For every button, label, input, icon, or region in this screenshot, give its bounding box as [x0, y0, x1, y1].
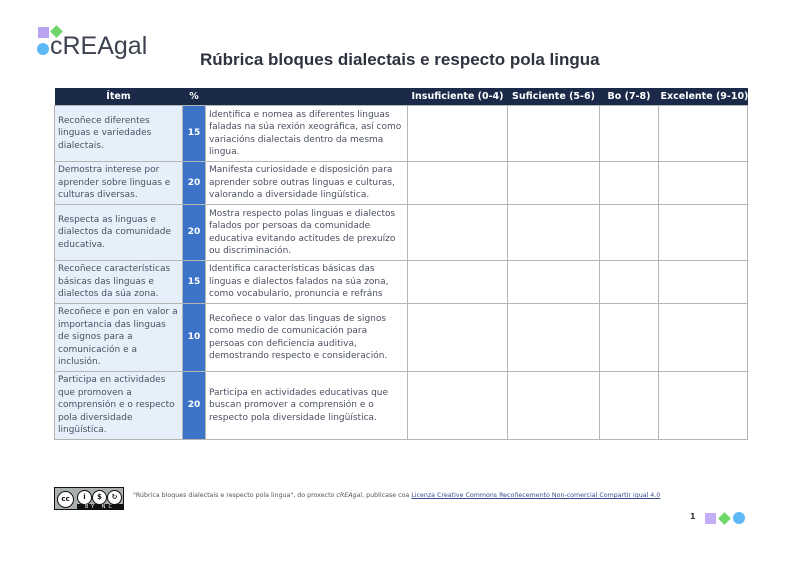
item-cell: Recoñece características básicas das linguas e dialectos da súa zona.	[55, 261, 183, 304]
table-row	[55, 304, 748, 372]
page-title: Rúbrica bloques dialectais e respecto pola lingua	[200, 50, 600, 69]
score-cell-excelente[interactable]	[659, 205, 748, 261]
score-cell-bo[interactable]	[600, 205, 659, 261]
score-cell-bo[interactable]	[600, 261, 659, 304]
table-row	[55, 261, 748, 304]
col-header-suficiente: Suficiente (5-6)	[508, 88, 600, 106]
score-cell-excelente[interactable]	[659, 162, 748, 205]
score-cell-insuficiente[interactable]	[408, 372, 508, 440]
logo-square-icon	[38, 27, 49, 38]
score-cell-bo[interactable]	[600, 304, 659, 372]
license-notice: "Rúbrica bloques dialectais e respecto pola lingua", do proxecto cREAgal, publícase coa Licenza Creative Commons Recoñecemento Non-comercial Compartir igual 4.0	[133, 492, 661, 499]
description-cell: Participa en actividades educativas que buscan promover a comprensión e o respecto pola diversidade lingüística.	[206, 372, 408, 440]
percent-cell: 20	[183, 372, 206, 440]
table-row	[55, 372, 748, 440]
score-cell-suficiente[interactable]	[508, 372, 600, 440]
score-cell-insuficiente[interactable]	[408, 106, 508, 162]
table-row	[55, 205, 748, 261]
percent-cell: 20	[183, 162, 206, 205]
description-cell: Manifesta curiosidade e disposición para aprender sobre outras linguas e culturas, valorando a diversidade lingüística.	[206, 162, 408, 205]
nc-icon: $	[92, 490, 107, 505]
item-cell: Participa en actividades que promoven a comprensión e o respecto pola diversidade lingüística.	[55, 372, 183, 440]
col-header-percent: %	[183, 88, 206, 106]
score-cell-suficiente[interactable]	[508, 205, 600, 261]
creative-commons-badge	[54, 487, 124, 516]
col-header-item: Ítem	[55, 88, 183, 106]
score-cell-bo[interactable]	[600, 106, 659, 162]
score-cell-excelente[interactable]	[659, 261, 748, 304]
rubric-table	[54, 88, 748, 440]
description-cell: Identifica características básicas das linguas e dialectos falados na súa zona, como vocabulario, pronuncia e refráns	[206, 261, 408, 304]
item-cell: Recoñece e pon en valor a importancia das linguas de signos para a comunicación e a inclusión.	[55, 304, 183, 372]
logo-text: cREAgal	[50, 32, 148, 60]
project-name: cREAgal	[336, 492, 363, 499]
percent-cell: 15	[183, 261, 206, 304]
score-cell-excelente[interactable]	[659, 106, 748, 162]
item-cell: Recoñece diferentes linguas e variedades dialectais.	[55, 106, 183, 162]
item-cell: Demostra interese por aprender sobre linguas e culturas diversas.	[55, 162, 183, 205]
description-cell: Recoñece o valor das linguas de signos como medio de comunicación para persoas con deficiencia auditiva, demostrando respecto e consideración.	[206, 304, 408, 372]
cc-labels: BY NC SA	[77, 504, 123, 510]
percent-cell: 15	[183, 106, 206, 162]
score-cell-bo[interactable]	[600, 162, 659, 205]
table-row	[55, 162, 748, 205]
score-cell-insuficiente[interactable]	[408, 162, 508, 205]
table-row	[55, 106, 748, 162]
score-cell-suficiente[interactable]	[508, 304, 600, 372]
col-header-excelente: Excelente (9-10)	[659, 88, 748, 106]
score-cell-insuficiente[interactable]	[408, 205, 508, 261]
percent-cell: 20	[183, 205, 206, 261]
page-number: 1	[690, 512, 696, 521]
score-cell-suficiente[interactable]	[508, 261, 600, 304]
score-cell-suficiente[interactable]	[508, 106, 600, 162]
table-header-row	[55, 88, 748, 106]
license-link[interactable]: Licenza Creative Commons Recoñecemento Non-comercial Compartir igual 4.0	[411, 492, 661, 499]
score-cell-excelente[interactable]	[659, 372, 748, 440]
score-cell-bo[interactable]	[600, 372, 659, 440]
col-header-description	[206, 88, 408, 106]
score-cell-suficiente[interactable]	[508, 162, 600, 205]
description-cell: Identifica e nomea as diferentes linguas faladas na súa rexión xeográfica, así como variacións dialectais dentro da mesma lingua.	[206, 106, 408, 162]
logo-circle-icon	[37, 43, 49, 55]
score-cell-insuficiente[interactable]	[408, 304, 508, 372]
description-cell: Mostra respecto polas linguas e dialectos falados por persoas da comunidade educativa evitando actitudes de prexuízo ou discriminación.	[206, 205, 408, 261]
by-icon: i	[77, 490, 92, 505]
footer-diamond-icon	[718, 512, 731, 525]
item-cell: Respecta as linguas e dialectos da comunidade educativa.	[55, 205, 183, 261]
cc-icon: cc	[57, 491, 74, 508]
col-header-insuficiente: Insuficiente (0-4)	[408, 88, 508, 106]
col-header-bo: Bo (7-8)	[600, 88, 659, 106]
percent-cell: 10	[183, 304, 206, 372]
creagal-logo	[36, 27, 156, 61]
footer-square-icon	[705, 513, 716, 524]
sa-icon: ↻	[107, 490, 122, 505]
footer-circle-icon	[733, 512, 745, 524]
score-cell-insuficiente[interactable]	[408, 261, 508, 304]
score-cell-excelente[interactable]	[659, 304, 748, 372]
